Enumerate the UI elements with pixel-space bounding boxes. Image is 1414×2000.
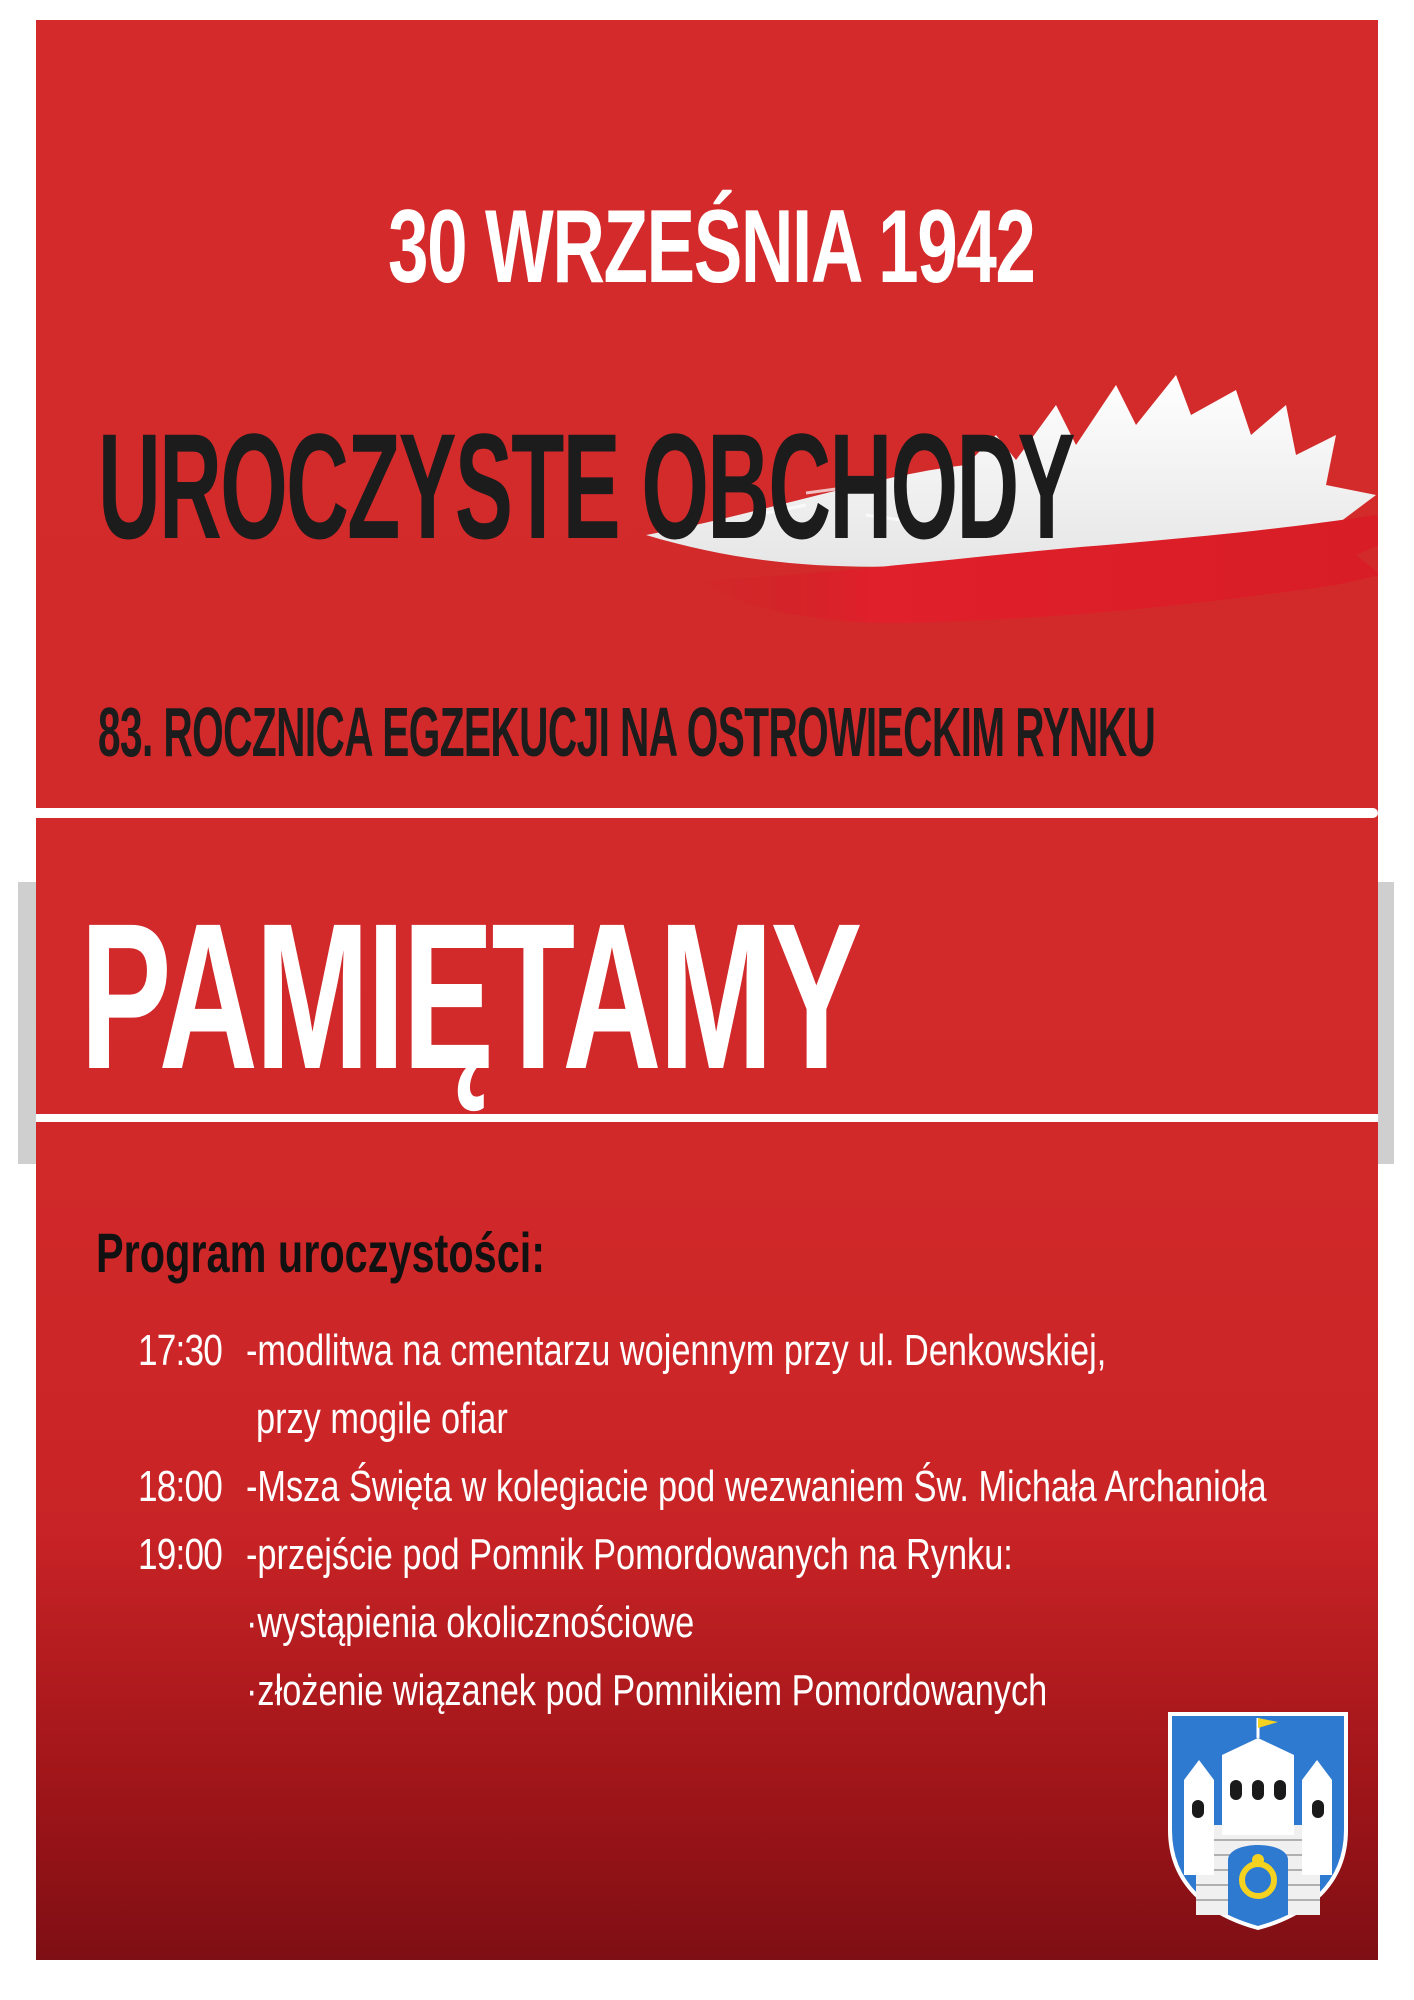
program-line: -modlitwa na cmentarzu wojennym przy ul. Denkowskiej,	[246, 1326, 1107, 1375]
program-line: ·wystąpienia okolicznościowe	[246, 1598, 695, 1647]
program-line: -Msza Święta w kolegiacie pod wezwaniem Św. Michała Archanioła	[246, 1462, 1267, 1511]
poster	[36, 20, 1378, 1960]
divider-bottom	[36, 1114, 1378, 1122]
program-line: przy mogile ofiar	[256, 1394, 508, 1443]
program-time: 18:00	[138, 1462, 223, 1511]
event-date: 30 WRZEŚNIA 1942	[388, 189, 1035, 305]
program-time: 17:30	[138, 1326, 223, 1375]
coat-of-arms-icon	[1166, 1710, 1350, 1932]
event-title: UROCZYSTE OBCHODY	[98, 402, 1074, 570]
divider-top	[36, 808, 1378, 818]
program-heading: Program uroczystości:	[96, 1221, 546, 1284]
program-line: ·złożenie wiązanek pod Pomnikiem Pomordowanych	[246, 1666, 1048, 1715]
event-subtitle: 83. ROCZNICA EGZEKUCJI NA OSTROWIECKIM RYNKU	[98, 693, 1156, 771]
program-line: -przejście pod Pomnik Pomordowanych na Rynku:	[246, 1530, 1013, 1579]
program-time: 19:00	[138, 1530, 223, 1579]
motto-heading: PAMIĘTAMY	[80, 881, 860, 1113]
